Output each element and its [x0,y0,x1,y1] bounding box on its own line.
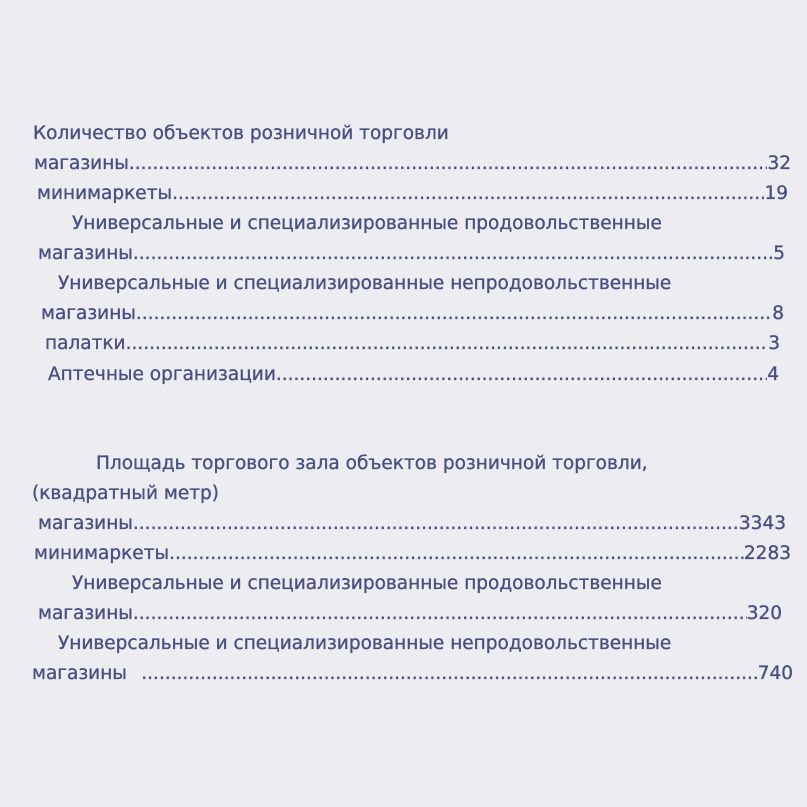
row-value: 8 [772,303,784,324]
count-row-shops [34,151,791,177]
row-value: 4 [767,364,779,385]
row-value: 2283 [743,543,791,564]
section-count-title: Количество объектов розничной торговли [33,123,449,144]
row-label: палатки [45,333,126,354]
dot-leader [141,661,757,687]
count-heading-food: Универсальные и специализированные продовольственные [72,213,662,234]
row-value: 740 [757,663,793,684]
area-row-shops [38,511,786,537]
count-heading-nonfood: Универсальные и специализированные непродовольственные [58,273,672,294]
area-row-food-shops [38,601,782,627]
row-label: Аптечные организации [48,364,276,385]
area-heading-food: Универсальные и специализированные продовольственные [72,573,662,594]
row-value: 320 [746,603,782,624]
row-label: магазины [38,243,133,264]
count-row-minimarkets [37,181,788,207]
row-value: 3 [768,333,780,354]
area-row-nonfood-shops [32,661,793,687]
row-value: 5 [773,243,785,264]
row-label: минимаркеты [37,183,173,204]
count-row-food-shops [38,241,785,267]
count-row-stalls [45,331,780,357]
row-value: 19 [764,183,788,204]
dot-leader [126,331,769,357]
row-label: магазины [34,153,129,174]
row-value: 3343 [738,513,786,534]
row-label: магазины [38,603,133,624]
dot-leader [133,511,739,537]
row-value: 32 [767,153,791,174]
count-row-pharmacies [48,362,779,388]
dot-leader [136,301,772,327]
row-label: магазины [32,663,127,684]
row-label: минимаркеты [34,543,170,564]
dot-leader [133,601,747,627]
row-label: магазины [41,303,136,324]
row-label: магазины [38,513,133,534]
dot-leader [276,362,767,388]
dot-leader [129,151,768,177]
count-row-nonfood-shops [41,301,784,327]
section-area-unit: (квадратный метр) [32,483,219,504]
dot-leader [133,241,773,267]
dot-leader [169,541,744,567]
dot-leader [172,181,764,207]
section-area-title: Площадь торгового зала объектов розничной торговли, [96,453,648,474]
area-heading-nonfood: Универсальные и специализированные непродовольственные [58,633,672,654]
area-row-minimarkets [34,541,791,567]
